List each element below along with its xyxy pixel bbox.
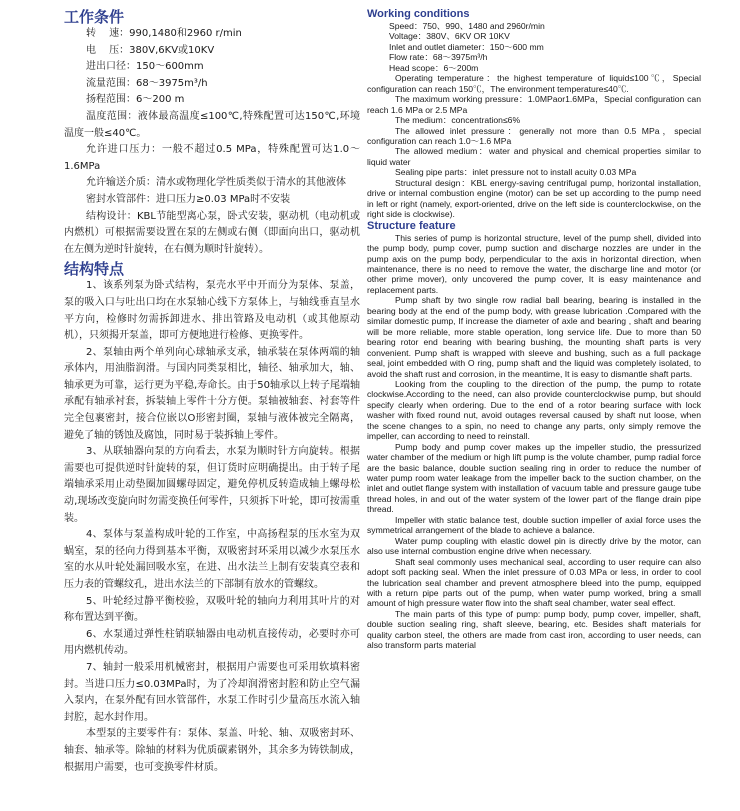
structure-paragraph-cn: 5、叶轮经过静平衡校验，双吸叶轮的轴向力利用其叶片的对称布置达到平衡。 xyxy=(64,595,360,624)
structure-paragraph-en: Looking from the coupling to the direction of the pump, the pump to rotate clockwise.According to the need, can also provide counterclockwise pump, but should specify clearly when ordering. Due to the end of a rotor bearing surface with lock washer with fixed round nut, avoid outages reversal caused by shaft nut loose, when the scene changes to a spin, no need to change any parts, only simply remove the impeller, can according to need to reinstall. xyxy=(367,378,701,442)
structure-paragraph-cn: 6、水泵通过弹性柱销联轴器由电动机直接传动，必要时亦可用内燃机传动。 xyxy=(64,628,360,657)
structure-paragraph-cn: 2、泵轴由两个单列向心球轴承支承，轴承装在泵体两端的轴承体内，用油脂润滑。与国内同类泵相比，轴径、轴承加大，轴、轴承更为可靠，运行更为平稳,寿命长。由于50轴承以上转子尾端轴承配有轴承衬套，拆装轴上零件十分方便。泵轴被轴套、衬套等件完全包裹密封，接合位嵌以O形密封圈，泵轴与液体被完全隔离，避免了轴的锈蚀及腐蚀，同时易于装拆轴上零件。 xyxy=(64,346,360,441)
structure-paragraph-cn: 7、轴封一般采用机械密封，根据用户需要也可采用软填料密封。当进口压力≤0.03MPa时，为了冷却润滑密封腔和防止空气漏入泵内，在泵外配有回水管部件，水泵工作时引少量高压水流入轴封腔，起水封作用。 xyxy=(64,661,360,723)
structure-paragraph-cn: 1、该系列泵为卧式结构，泵壳水平中开而分为泵体、泵盖，泵的吸入口与吐出口均在水泵轴心线下方泵体上，与轴线垂直呈水平方向，检修时勿需拆卸进水、排出管路及电动机（或其他原动机），只须揭开泵盖，即可方便地进行检修、更换零件。 xyxy=(64,280,360,342)
condition-inlet-pressure-en: The allowed inlet pressure：generally not more than 0.5 MPa，special configuration can reach 1.0～1.6 MPa xyxy=(367,125,701,146)
structure-paragraph-cn: 本型泵的主要零件有：泵体、泵盖、叶轮、轴、双吸密封环、轴套、轴承等。除轴的材料为优质碳素钢外，其余多为铸铁制成，根据用户需要，也可变换零件材质。 xyxy=(64,728,360,773)
structure-paragraph-en: The main parts of this type of pump: pump body, pump cover, impeller, shaft, double suction sealing ring, shaft sleeve, bearing, etc. Besides shaft materials for quality carbon steel, the others are made from cast iron, according to user needs, can also transform parts material xyxy=(367,608,701,651)
condition-head-cn: 扬程范围：6～200 m xyxy=(86,94,185,106)
structure-paragraph-en: Water pump coupling with elastic dowel pin is directly drive by the motor, can also use internal combustion engine drive when necessary. xyxy=(367,535,701,557)
condition-temperature-cn: 温度范围：液体最高温度≤100℃,特殊配置可达150℃,环境温度一般≤40℃。 xyxy=(64,110,360,139)
condition-voltage-cn: 电 压：380V,6KV或10KV xyxy=(86,44,215,56)
condition-head-en: Head scope：6～200m xyxy=(389,62,479,73)
heading-structure-feature-cn: 结构特点 xyxy=(64,260,125,279)
structure-paragraph-en: This series of pump is horizontal structure, level of the pump shell, divided into the pump body, pump cover, pump suction and discharge nozzles are under in the pump axis on the pump body, perpendicular to the axis in horizontal direction, when maintenance, there is no need to remove the water, the discharge line and motor (or other prime mover), only uncovered the pump cover, It is easy maintenance and replacement parts. xyxy=(367,232,701,295)
condition-max-pressure-en: The maximum working pressure：1.0MPaor1.6MPa，Special configuration can reach 1.6 MPa or 2.5 MPa xyxy=(367,94,701,115)
condition-structural-design-cn: 结构设计：KBL节能型离心泵，卧式安装，驱动机（电动机或内燃机）可根据需要设置在泵的左侧或右侧（即面向出口，驱动机在左侧为逆时针旋转，在右侧为顺时针旋转）。 xyxy=(64,210,360,255)
condition-flow-cn: 流量范围：68～3975m³/h xyxy=(86,77,208,89)
chinese-column xyxy=(64,8,360,776)
heading-working-conditions-en: Working conditions xyxy=(367,8,470,20)
condition-inlet-pressure-cn: 允许进口压力：一般不超过0.5 MPa，特殊配置可达1.0～1.6MPa xyxy=(64,144,360,172)
condition-speed-cn: 转 速：990,1480和2960 r/min xyxy=(86,28,242,39)
condition-diameter-en: Inlet and outlet diameter：150～600 mm xyxy=(389,41,544,52)
condition-diameter-cn: 进出口径：150～600mm xyxy=(86,61,204,73)
heading-structure-feature-en: Structure feature xyxy=(367,219,456,232)
structure-paragraph-en: Pump shaft by two single row radial ball bearing, bearing is installed in the bearing body at the end of the pump body, with grease lubrication .Compared with the similar domestic pump, If increase the diameter of axle and bearing , shaft and bearing will be more reliable, more stable operation, long service life. Due to more than 50 bearing rotor end bearing with bearing bushing, the mounting shaft parts is very convenient. Pump shaft is wrapped with sleeve and bushing, such as a full package seal, joint embedded with O ring, pump shaft and the liquid was completely isolated, to avoid the shaft rust and corrosion, in the meantime, It is easy to dismantle shaft parts. xyxy=(367,295,701,379)
structure-paragraph-cn: 4、泵体与泵盖构成叶轮的工作室，中高扬程泵的压水室为双蜗室，泵的径向力得到基本平衡，双吸密封环采用以减少水泵压水室的水从叶轮处漏回吸水室，在进、出水法兰上制有安装真空表和压力表的管螺纹孔，进出水法兰的下部制有放水的管螺纹。 xyxy=(64,529,360,590)
english-column xyxy=(367,8,701,651)
condition-temperature-en: Operating temperature：the highest temperature of liquid≤100℃，Special configuration can reach 150℃，The environment temperature≤40℃. xyxy=(367,73,701,94)
condition-flow-en: Flow rate：68～3975m³/h xyxy=(389,52,488,63)
condition-structural-design-en: Structural design：KBL energy-saving centrifugal pump, horizontal installation, drive or internal combustion engine (motor) can be set up according to the pump need in left or right (namely, export-oriented, drive on the left side is counterclockwise, on the right side is clockwise). xyxy=(367,177,701,220)
condition-medium-en: The medium：concentration≤6% xyxy=(395,115,521,126)
structure-paragraph-cn: 3、从联轴器向泵的方向看去，水泵为顺时针方向旋转。根据需要也可提供逆时针旋转的泵，但订货时应明确提出。由于转子尾端轴承采用止动垫圈加圆螺母固定，避免停机反转造成轴上螺母松动,现场改变旋向时勿需变换任何零件，只须拆下叶轮，即可按需重装。 xyxy=(64,446,360,524)
condition-voltage-en: Voltage：380V、6KV OR 10KV xyxy=(389,31,510,42)
heading-working-conditions-cn: 工作条件 xyxy=(64,8,125,26)
structure-paragraph-en: Shaft seal commonly uses mechanical seal, according to user require can also adopt soft packing seal. When the inlet pressure of 0.03 MPa or less, in order to cool the lubrication seal chamber and prevent atmosphere bleed into the pump, equipped with a return pipe parts out of the pump, when water pump worked, bring a small amount of high pressure water flow into the shaft seal chamber, water seal effect. xyxy=(367,556,701,609)
condition-sealing-cn: 密封水管部件：进口压力≥0.03 MPa时不安装 xyxy=(86,193,291,205)
condition-allowed-medium-en: The allowed medium：water and physical and chemical properties similar to liquid water xyxy=(367,146,701,167)
condition-speed-en: Speed：750、990、1480 and 2960r/min xyxy=(389,21,545,31)
condition-medium-cn: 允许输送介质：清水或物理化学性质类似于清水的其他液体 xyxy=(86,177,346,189)
condition-sealing-en: Sealing pipe parts：inlet pressure not to install acuity 0.03 MPa xyxy=(395,167,637,178)
structure-paragraph-en: Pump body and pump cover makes up the impeller studio, the pressurized water chamber of the medium or high lift pump is the volute chamber, pump radial force are the basic balance, double suction sealing ring in order to reduce the number of water pump room water leakage from the impeller back to the suction chamber, on the inlet and outlet flange system with installation of vacuum table and pressure gauge tube thread holes, in and out of the water system of the lower part of the flange drain pipe thread. xyxy=(367,441,701,515)
structure-paragraph-en: Impeller with static balance test, double suction impeller of axial force uses the symmetrical arrangement of the blade to achieve a balance. xyxy=(367,514,701,536)
